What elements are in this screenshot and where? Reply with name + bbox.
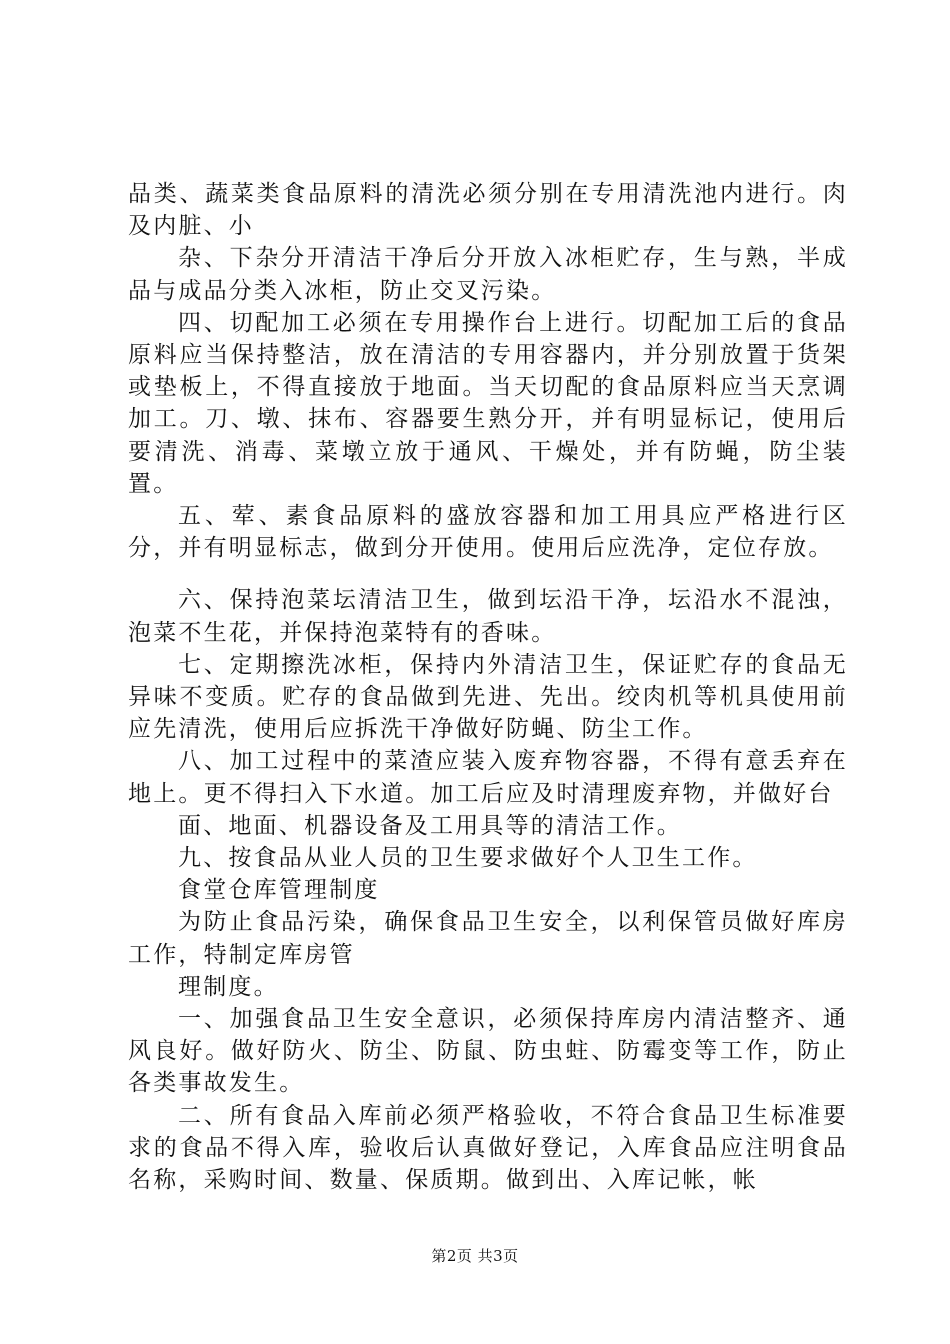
paragraph-storage: 杂、下杂分开清洁干净后分开放入冰柜贮存，生与熟，半成品与成品分类入冰柜，防止交叉污染。: [128, 245, 848, 304]
paragraph-rule-8: 八、加工过程中的菜渣应装入废弃物容器，不得有意丢弃在地上。更不得扫入下水道。加工后应及时清理废弃物，并做好台: [128, 748, 848, 807]
paragraph-continued: 品类、蔬菜类食品原料的清洗必须分别在专用清洗池内进行。肉及内脏、小: [128, 181, 848, 240]
paragraph-intro: 为防止食品污染，确保食品卫生安全，以利保管员做好库房工作，特制定库房管: [128, 909, 848, 968]
paragraph-warehouse-rule-2: 二、所有食品入库前必须严格验收，不符合食品卫生标准要求的食品不得入库，验收后认真做好登记，入库食品应注明食品名称，采购时间、数量、保质期。做到出、入库记帐，帐: [128, 1102, 848, 1194]
paragraph-rule-5: 五、荤、素食品原料的盛放容器和加工用具应严格进行区分，并有明显标志，做到分开使用。使用后应洗净，定位存放。: [128, 503, 848, 562]
paragraph-intro-cont: 理制度。: [178, 973, 279, 1000]
paragraph-rule-8-cont: 面、地面、机器设备及工用具等的清洁工作。: [178, 812, 682, 839]
paragraph-rule-7: 七、定期擦洗冰柜，保持内外清洁卫生，保证贮存的食品无异味不变质。贮存的食品做到先进、先出。绞肉机等机具使用前应先清洗，使用后应拆洗干净做好防蝇、防尘工作。: [128, 651, 848, 743]
paragraph-rule-4: 四、切配加工必须在专用操作台上进行。切配加工后的食品原料应当保持整洁，放在清洁的专用容器内，并分别放置于货架或垫板上，不得直接放于地面。当天切配的食品原料应当天烹调加工。刀、墩、抹布、容器要生熟分开，并有明显标记，使用后要清洗、消毒、菜墩立放于通风、干燥处，并有防蝇，防尘装置。: [128, 309, 848, 497]
page-number: 第2页 共3页: [431, 1247, 519, 1265]
paragraph-rule-6: 六、保持泡菜坛清洁卫生，做到坛沿干净，坛沿水不混浊，泡菜不生花，并保持泡菜特有的香味。: [128, 587, 848, 646]
document-body: [128, 178, 848, 1196]
paragraph-rule-9: 九、按食品从业人员的卫生要求做好个人卫生工作。: [178, 845, 758, 872]
paragraph-warehouse-rule-1: 一、加强食品卫生安全意识，必须保持库房内清洁整齐、通风良好。做好防火、防尘、防鼠、防虫蛀、防霉变等工作，防止各类事故发生。: [128, 1006, 848, 1097]
section-heading: 食堂仓库管理制度: [178, 877, 380, 904]
